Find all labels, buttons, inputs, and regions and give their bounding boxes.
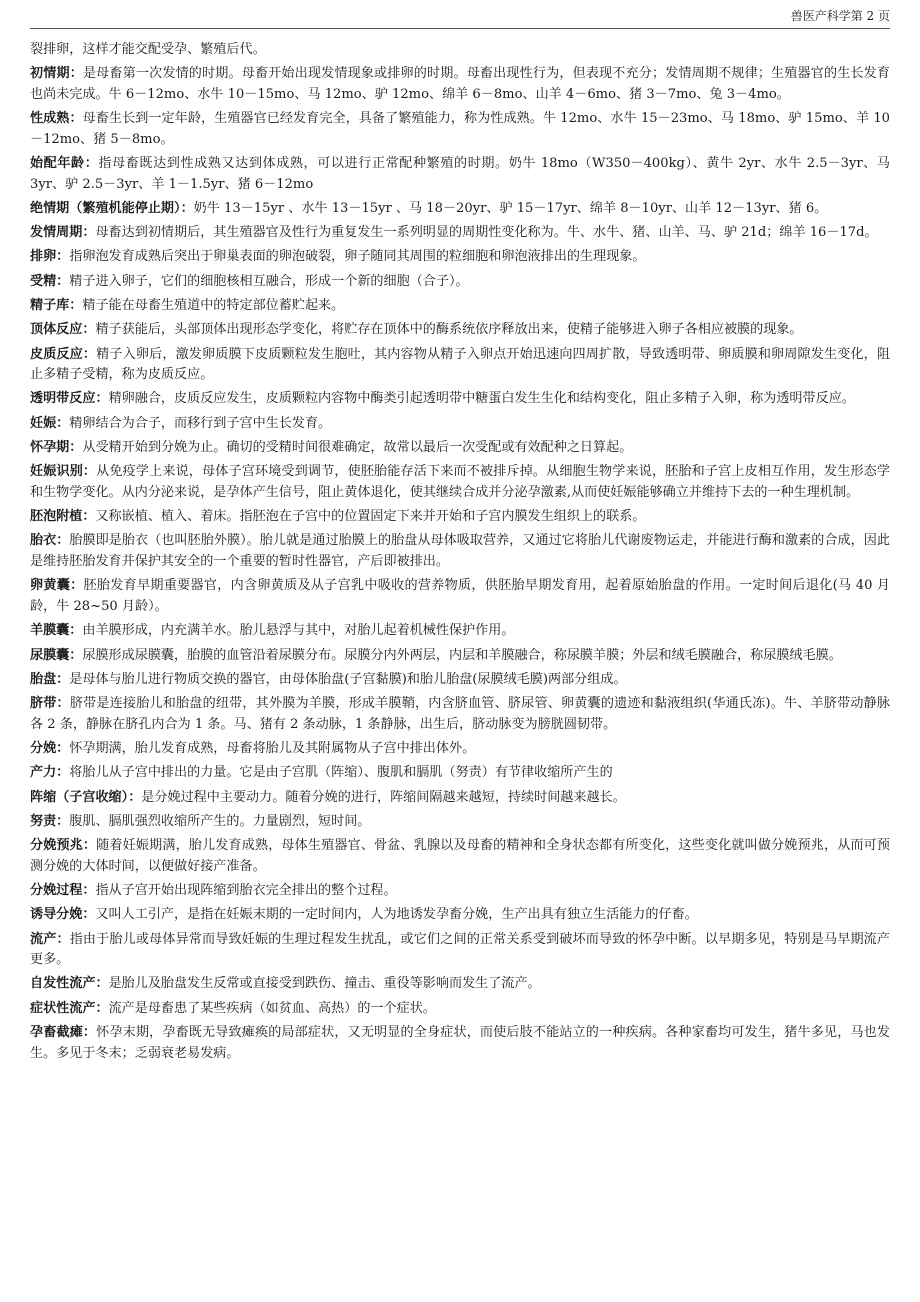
entry-term: 绝情期（繁殖机能停止期）： (30, 200, 194, 216)
definition-entry (30, 154, 890, 195)
entry-text: 由羊膜形成，内充满羊水。胎儿悬浮与其中，对胎儿起着机械性保护作用。 (82, 623, 515, 639)
entry-term: 阵缩（子宫收缩）： (30, 789, 142, 805)
entry-term: 羊膜囊： (30, 623, 83, 639)
entry-text: 指卵泡发育成熟后突出于卵巢表面的卵泡破裂，卵子随同其周围的粒细胞和卵泡液排出的生理现象。 (69, 249, 646, 265)
page-header (30, 6, 890, 29)
definition-entry (30, 462, 890, 503)
definition-entry (30, 296, 890, 317)
entry-text: 精子获能后，头部顶体出现形态学变化，将贮存在顶体中的酶系统依序释放出来，使精子能够进入卵子各相应被膜的现象。 (95, 322, 803, 338)
entry-term: 发情周期： (30, 225, 96, 241)
entry-term: 诱导分娩： (30, 907, 96, 923)
definition-entry (30, 836, 890, 877)
entry-text: 随着妊娠期满，胎儿发育成熟，母体生殖器官、骨盆、乳腺以及母畜的精神和全身状态都有所变化，这些变化就叫做分娩预兆，从而可预测分娩的大体时间，以便做好接产准备。 (30, 838, 891, 874)
document-body (30, 40, 890, 1068)
entry-text: 又叫人工引产，是指在妊娠末期的一定时间内，人为地诱发孕畜分娩，生产出具有独立生活能力的仔畜。 (95, 907, 698, 923)
definition-entry (30, 507, 890, 528)
entry-text: 流产是母畜患了某些疾病（如贫血、高热）的一个症状。 (108, 1000, 436, 1016)
entry-text: 从免疫学上来说，母体子宫环境受到调节，使胚胎能存活下来而不被排斥掉。从细胞生物学来说，胚胎和子宫上皮相互作用，发生形态学和生物学变化。从内分泌来说，是孕体产生信号，阻止黄体退化，使其继续合成并分泌孕激素,从而使妊娠能够确立并维持下去的一种生理机制。 (30, 464, 891, 500)
definition-entry (30, 974, 890, 995)
entry-text: 指从子宫开始出现阵缩到胎衣完全排出的整个过程。 (95, 882, 397, 898)
definition-entry (30, 930, 890, 971)
entry-text: 指由于胎儿或母体异常而导致妊娠的生理过程发生扰乱，或它们之间的正常关系受到破坏而导致的怀孕中断。以早期多见，特别是马早期流产更多。 (30, 931, 891, 968)
definition-entry (30, 646, 890, 667)
entry-term: 皮质反应： (30, 346, 97, 362)
definition-entry (30, 905, 890, 926)
definition-entry (30, 345, 890, 386)
entry-text: 是母体与胎儿进行物质交换的器官，由母体胎盘(子宫黏膜)和胎儿胎盘(尿膜绒毛膜)两部分组成。 (69, 671, 627, 687)
entry-term: 分娩过程： (30, 882, 96, 898)
entry-text: 将胎儿从子宫中排出的力量。它是由子宫肌（阵缩）、腹肌和膈肌（努责）有节律收缩所产生的 (69, 765, 613, 781)
entry-term: 排卵： (30, 249, 70, 265)
entry-term: 怀孕期： (30, 440, 83, 456)
entry-text: 腹肌、膈肌强烈收缩所产生的。力量剧烈，短时间。 (69, 813, 371, 829)
entry-text: 指母畜既达到性成熟又达到体成熟，可以进行正常配种繁殖的时期。奶牛 18mo（W350－400kg）、黄牛 2yr、水牛 2.5－3yr、马 3yr、驴 2.5－3yr、羊 1－1.5yr、猪 6－12mo (30, 156, 890, 192)
entry-term: 分娩： (30, 740, 70, 756)
entry-text: 精卵结合为合子，而移行到子宫中生长发育。 (69, 415, 332, 431)
entry-text: 精卵融合，皮质反应发生，皮质颗粒内容物中酶类引起透明带中糖蛋白发生生化和结构变化，阻止多精子入卵，称为透明带反应。 (108, 391, 855, 407)
definition-entry (30, 223, 890, 244)
entry-text: 脐带是连接胎儿和胎盘的纽带，其外膜为羊膜，形成羊膜鞘，内含脐血管、脐尿管、卵黄囊的遗迹和黏液组织(华通氏冻)。牛、羊脐带动静脉各 2 条，静脉在脐孔内合为 1 条。马、猪有 2 条动脉，1 条静脉，出生后，脐动脉变为膀胱圆韧带。 (30, 696, 890, 732)
entry-term: 产力： (30, 765, 70, 781)
definition-entry (30, 670, 890, 691)
entry-term: 孕畜截瘫： (30, 1024, 97, 1040)
entry-text: 胚胎发育早期重要器官，内含卵黄质及从子宫乳中吸收的营养物质，供胚胎早期发育用，起着原始胎盘的作用。一定时间后退化(马 40 月龄，牛 28~50 月龄）。 (30, 578, 891, 614)
definition-entry (30, 438, 890, 459)
entry-term: 顶体反应： (30, 322, 96, 338)
entry-term: 胎衣： (30, 533, 70, 549)
definition-entry (30, 64, 890, 105)
entry-text: 精子能在母畜生殖道中的特定部位蓄贮起来。 (82, 298, 345, 314)
entry-text: 精子进入卵子，它们的细胞核相互融合，形成一个新的细胞（合子）。 (69, 273, 469, 289)
definition-entry (30, 272, 890, 293)
definition-entry (30, 694, 890, 735)
entry-term: 透明带反应： (30, 391, 109, 407)
entry-text: 是胎儿及胎盘发生反常或直接受到跌伤、撞击、重役等影响而发生了流产。 (108, 976, 541, 992)
entry-term: 努责： (30, 813, 70, 829)
entry-text: 怀孕期满，胎儿发育成熟，母畜将胎儿及其附属物从子宫中排出体外。 (69, 740, 476, 756)
entry-text: 从受精开始到分娩为止。确切的受精时间很难确定，故常以最后一次受配或有效配种之日算起。 (82, 440, 633, 456)
definition-entry (30, 531, 890, 572)
entry-term: 尿膜囊： (30, 647, 83, 663)
entry-text: 精子入卵后，激发卵质膜下皮质颗粒发生胞吐，其内容物从精子入卵点开始迅速向四周扩散，导致透明带、卵质膜和卵周隙发生变化，阻止多精子受精，称为皮质反应。 (30, 346, 891, 383)
definition-entry (30, 739, 890, 760)
entry-term: 妊娠识别： (30, 464, 97, 480)
definition-entry (30, 812, 890, 833)
entry-term: 精子库： (30, 298, 83, 314)
entry-term: 胎盘： (30, 671, 70, 687)
entry-text: 胎膜即是胎衣（也叫胚胎外膜）。胎儿就是通过胎膜上的胎盘从母体吸取营养，又通过它将胎儿代谢废物运走，并能进行酶和激素的合成，因此是维持胚胎发育并保护其安全的一个重要的暂时性器官，产后即被排出。 (30, 533, 890, 570)
entry-term: 性成熟： (30, 111, 83, 127)
definition-entry (30, 881, 890, 902)
definition-entry (30, 109, 890, 150)
entry-term: 胚泡附植： (30, 509, 96, 525)
definition-entry (30, 320, 890, 341)
entry-text: 尿膜形成尿膜囊，胎膜的血管沿着尿膜分布。尿膜分内外两层，内层和羊膜融合，称尿膜羊膜；外层和绒毛膜融合，称尿膜绒毛膜。 (82, 647, 842, 663)
definition-entry (30, 999, 890, 1020)
definition-entry (30, 621, 890, 642)
entry-text: 母畜生长到一定年龄，生殖器官已经发育完全，具备了繁殖能力，称为性成熟。牛 12mo、水牛 15－23mo、马 18mo、驴 15mo、羊 10－12mo、猪 5－8mo。 (30, 111, 890, 147)
entry-text: 是母畜第一次发情的时期。母畜开始出现发情现象或排卵的时期。母畜出现性行为，但表现不充分；发情周期不规律；生殖器官的生长发育也尚未完成。牛 6－12mo、水牛 10－15mo、马 12mo、驴 12mo、绵羊 6－8mo、山羊 4－6mo、猪 3－7mo、兔 3－4mo。 (30, 66, 891, 102)
entry-term: 自发性流产： (30, 976, 109, 992)
definition-entry (30, 199, 890, 220)
definition-entry (30, 763, 890, 784)
definition-entry (30, 576, 890, 617)
entry-term: 初情期： (30, 66, 83, 82)
entry-term: 卵黄囊： (30, 578, 84, 594)
entry-text: 又称嵌植、植入、着床。指胚泡在子宫中的位置固定下来并开始和子宫内膜发生组织上的联系。 (95, 509, 646, 525)
definition-entry (30, 1023, 890, 1064)
entry-term: 流产： (30, 931, 70, 947)
entry-term: 受精： (30, 273, 70, 289)
definition-entry (30, 389, 890, 410)
entry-term: 始配年龄： (30, 156, 99, 172)
page-number-label: 兽医产科学第 2 页 (790, 9, 890, 23)
entry-text: 奶牛 13－15yr 、水牛 13－15yr 、马 18－20yr、驴 15－17yr、绵羊 8－10yr、山羊 12－13yr、猪 6。 (193, 200, 828, 216)
lead-text: 裂排卵，这样才能交配受孕、繁殖后代。 (30, 42, 266, 57)
entry-text: 母畜达到初情期后，其生殖器官及性行为重复发生一系列明显的周期性变化称为。牛、水牛、猪、山羊、马、驴 21d；绵羊 16－17d。 (95, 225, 878, 241)
lead-paragraph (30, 40, 890, 61)
entry-term: 分娩预兆： (30, 838, 97, 854)
entry-text: 怀孕末期，孕畜既无导致瘫痪的局部症状，又无明显的全身症状，而使后肢不能站立的一种疾病。各种家畜均可发生，猪牛多见，马也发生。多见于冬末；乏弱衰老易发病。 (30, 1024, 891, 1061)
definition-entry (30, 788, 890, 809)
entry-term: 妊娠： (30, 415, 70, 431)
entry-text: 是分娩过程中主要动力。随着分娩的进行，阵缩间隔越来越短，持续时间越来越长。 (141, 789, 626, 805)
definition-entry (30, 414, 890, 435)
entry-term: 脐带： (30, 696, 70, 712)
entry-term: 症状性流产： (30, 1000, 109, 1016)
definition-entry (30, 247, 890, 268)
